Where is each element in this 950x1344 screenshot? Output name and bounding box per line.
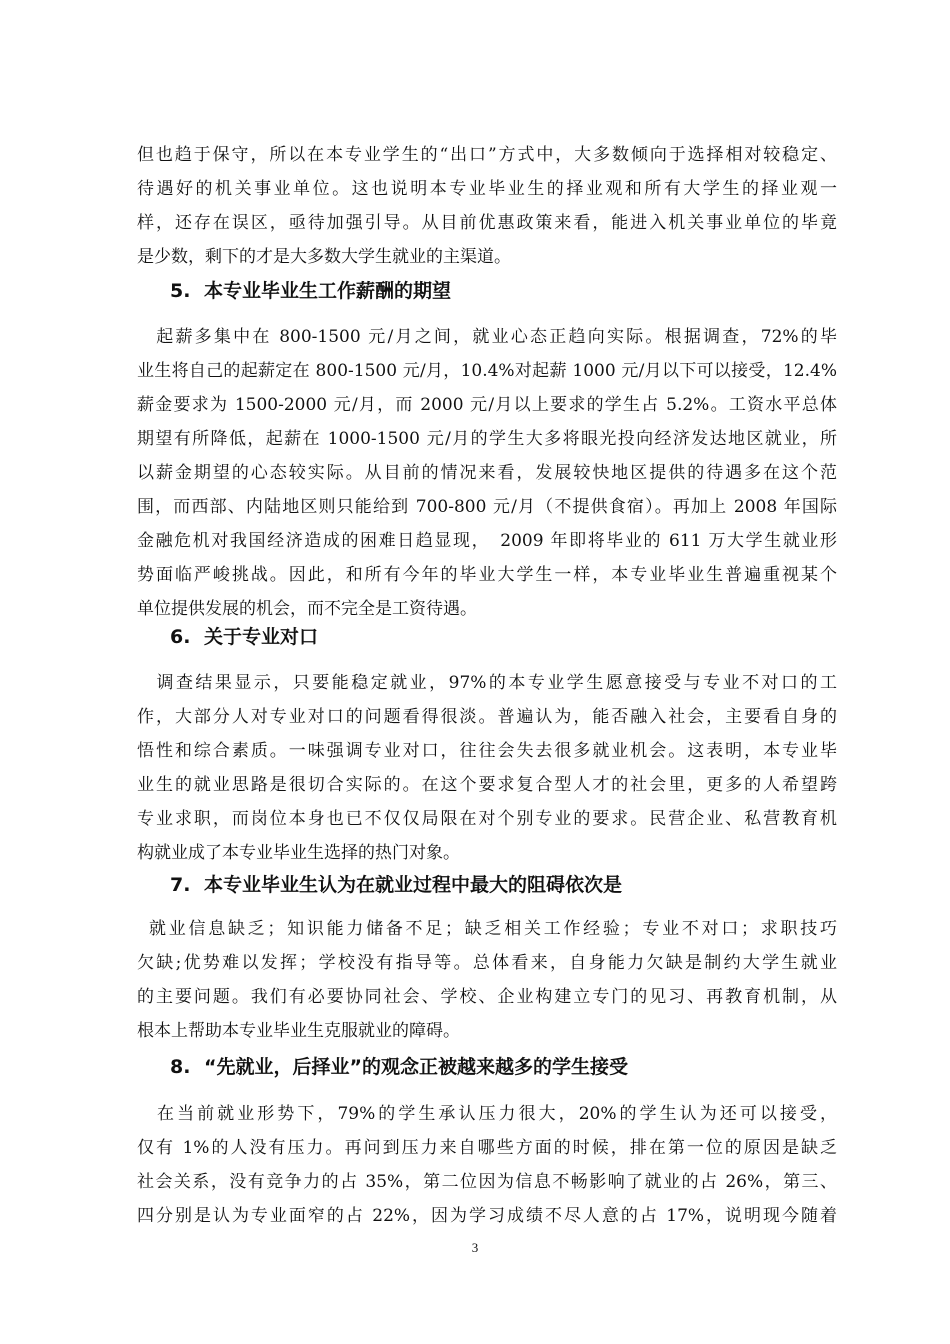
- text-line: 构就业成了本专业毕业生选择的热门对象。: [137, 843, 460, 863]
- text-line: 金融危机对我国经济造成的困难日趋显现， 2009 年即将毕业的 611 万大学生就业形: [137, 531, 837, 551]
- paragraph-pressure: [137, 1097, 837, 1233]
- text-line: 以薪金期望的心态较实际。从目前的情况来看，发展较快地区提供的待遇多在这个范: [137, 463, 837, 483]
- text-line: 单位提供发展的机会，而不完全是工资待遇。: [137, 599, 477, 619]
- text-line: 势面临严峻挑战。因此，和所有今年的毕业大学生一样，本专业毕业生普遍重视某个: [137, 565, 837, 585]
- heading-number: 7.: [170, 874, 191, 896]
- text-line: 欠缺;优势难以发挥；学校没有指导等。总体看来，自身能力欠缺是制约大学生就业: [137, 953, 837, 973]
- text-line: 调查结果显示，只要能稳定就业，97%的本专业学生愿意接受与专业不对口的工: [137, 673, 837, 693]
- text-line: 是少数，剩下的才是大多数大学生就业的主渠道。: [137, 247, 511, 267]
- heading-text: 本专业毕业生认为在就业过程中最大的阻碍依次是: [204, 874, 623, 896]
- text-line: 根本上帮助本专业毕业生克服就业的障碍。: [137, 1021, 460, 1041]
- paragraph-intro: [137, 138, 837, 274]
- heading-number: 8.: [170, 1056, 191, 1078]
- section-heading-6: [170, 620, 830, 654]
- page-number: 3: [471, 1240, 479, 1255]
- heading-number: 5.: [170, 280, 191, 302]
- heading-text: “先就业，后择业”的观念正被越来越多的学生接受: [204, 1056, 628, 1078]
- text-line: 社会关系，没有竞争力的占 35%，第二位因为信息不畅影响了就业的占 26%，第三、: [137, 1172, 837, 1192]
- text-line: 业生将自己的起薪定在 800-1500 元/月，10.4%对起薪 1000 元/月以下可以接受，12.4%: [137, 361, 837, 381]
- text-line: 在当前就业形势下，79%的学生承认压力很大，20%的学生认为还可以接受，: [137, 1104, 837, 1124]
- heading-text: 本专业毕业生工作薪酬的期望: [204, 280, 452, 302]
- paragraph-major-match: [137, 666, 837, 870]
- text-line: 仅有 1%的人没有压力。再问到压力来自哪些方面的时候，排在第一位的原因是缺乏: [137, 1138, 837, 1158]
- text-line: 专业求职，而岗位本身也已不仅仅局限在对个别专业的要求。民营企业、私营教育机: [137, 809, 837, 829]
- section-heading-8: [170, 1050, 830, 1084]
- heading-text: 关于专业对口: [204, 626, 319, 648]
- section-heading-5: [170, 274, 830, 308]
- text-line: 起薪多集中在 800-1500 元/月之间，就业心态正趋向实际。根据调查，72%的毕: [137, 327, 837, 347]
- paragraph-obstacles: [137, 912, 837, 1048]
- text-line: 围，而西部、内陆地区则只能给到 700-800 元/月（不提供食宿）。再加上 2008 年国际: [137, 497, 837, 517]
- paragraph-salary: [137, 320, 837, 626]
- text-line: 业生的就业思路是很切合实际的。在这个要求复合型人才的社会里，更多的人希望跨: [137, 775, 837, 795]
- text-line: 四分别是认为专业面窄的占 22%，因为学习成绩不尽人意的占 17%，说明现今随着: [137, 1206, 837, 1226]
- text-line: 期望有所降低，起薪在 1000-1500 元/月的学生大多将眼光投向经济发达地区就业，所: [137, 429, 837, 449]
- text-line: 悟性和综合素质。一味强调专业对口，往往会失去很多就业机会。这表明，本专业毕: [137, 741, 837, 761]
- text-line: 样，还存在误区，亟待加强引导。从目前优惠政策来看，能进入机关事业单位的毕竟: [137, 213, 837, 233]
- section-heading-7: [170, 868, 830, 902]
- text-line: 薪金要求为 1500-2000 元/月，而 2000 元/月以上要求的学生占 5.2%。工资水平总体: [137, 395, 837, 415]
- heading-number: 6.: [170, 626, 191, 648]
- text-line: 的主要问题。我们有必要协同社会、学校、企业构建立专门的见习、再教育机制，从: [137, 987, 837, 1007]
- text-line: 作，大部分人对专业对口的问题看得很淡。普遍认为，能否融入社会，主要看自身的: [137, 707, 837, 727]
- text-line: 就业信息缺乏；知识能力储备不足；缺乏相关工作经验；专业不对口；求职技巧: [149, 919, 837, 939]
- text-line: 待遇好的机关事业单位。这也说明本专业毕业生的择业观和所有大学生的择业观一: [137, 179, 837, 199]
- text-line: 但也趋于保守，所以在本专业学生的“出口”方式中，大多数倾向于选择相对较稳定、: [137, 145, 837, 165]
